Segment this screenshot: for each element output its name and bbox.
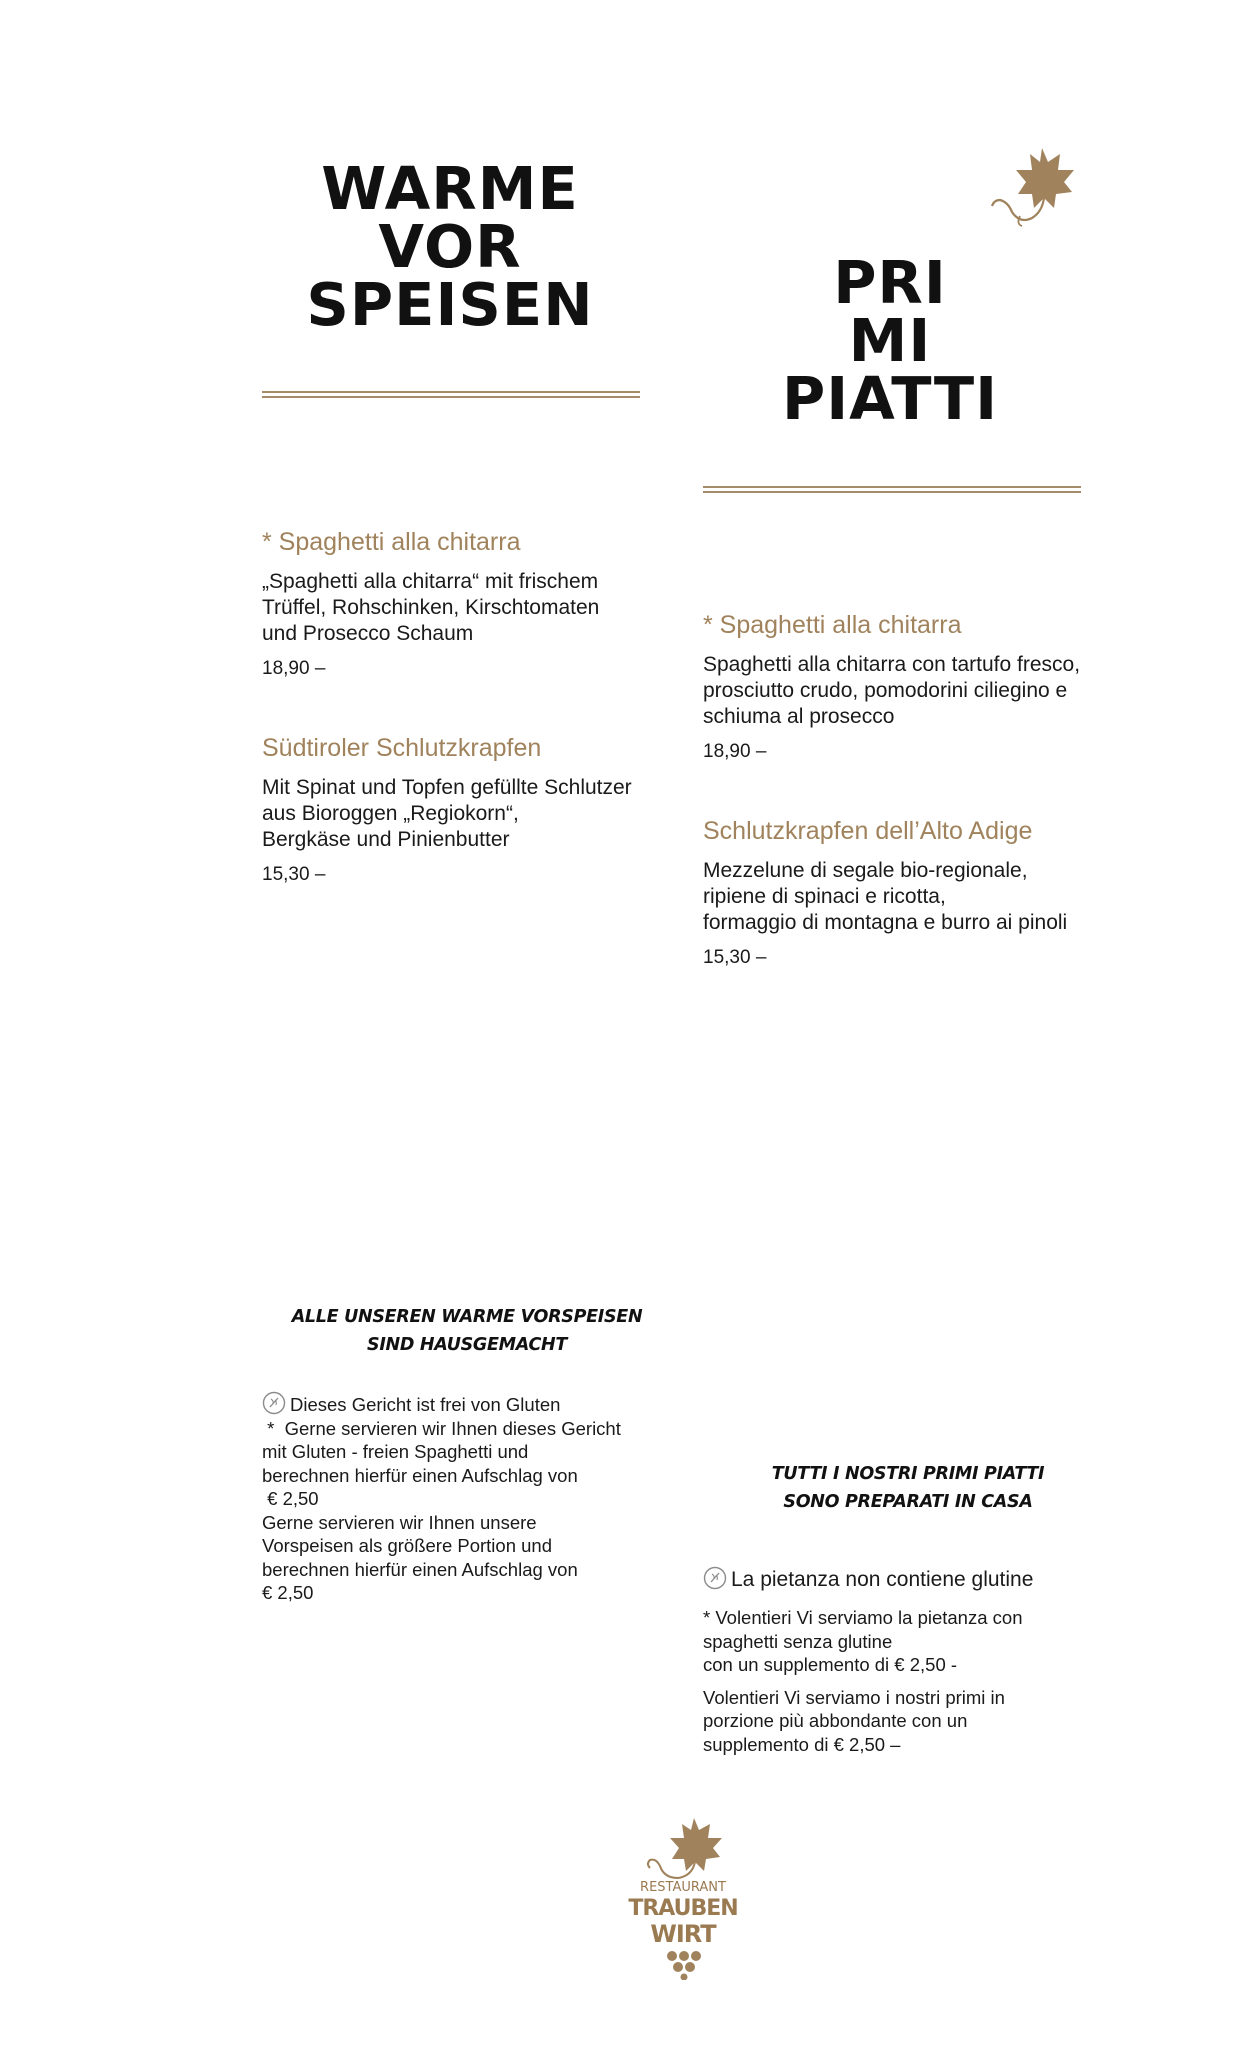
italian-homemade-notice bbox=[703, 1460, 1113, 1516]
note-line: supplemento di € 2,50 – bbox=[703, 1733, 901, 1755]
gluten-free-icon bbox=[262, 1391, 286, 1415]
notice-line: ALLE UNSEREN WARME VORSPEISEN bbox=[291, 1307, 643, 1327]
description-line: prosciutto crudo, pomodorini ciliegino e bbox=[703, 679, 1068, 702]
note-line: * Gerne servieren wir Ihnen dieses Gericht bbox=[262, 1417, 621, 1439]
notice-line: SONO PREPARATI IN CASA bbox=[783, 1492, 1033, 1512]
vine-leaf-icon bbox=[990, 140, 1086, 230]
title-line: VOR bbox=[378, 212, 522, 281]
dish-title: * Spaghetti alla chitarra bbox=[262, 528, 521, 556]
description-line: aus Bioroggen „Regiokorn“, bbox=[262, 802, 519, 825]
notice-line: TUTTI I NOSTRI PRIMI PIATTI bbox=[771, 1464, 1045, 1484]
dish-description bbox=[703, 858, 1143, 936]
note-line: Gerne servieren wir Ihnen unsere bbox=[262, 1511, 537, 1533]
note-line: mit Gluten - freien Spaghetti und bbox=[262, 1441, 529, 1462]
title-line: MI bbox=[848, 306, 932, 375]
dish-title: * Spaghetti alla chitarra bbox=[703, 611, 962, 639]
title-line: PRI bbox=[833, 248, 947, 317]
gluten-free-legend bbox=[703, 1566, 1143, 1594]
gluten-free-text: Dieses Gericht ist frei von Gluten bbox=[290, 1394, 561, 1415]
note-line: berechnen hierfür einen Aufschlag von bbox=[262, 1558, 578, 1580]
description-line: Spaghetti alla chitarra con tartufo fresco, bbox=[703, 653, 1081, 676]
german-notes bbox=[262, 1391, 682, 1605]
german-dish-2 bbox=[262, 733, 682, 887]
description-line: ripiene di spinaci e ricotta, bbox=[703, 885, 946, 908]
restaurant-logo bbox=[618, 1814, 748, 1984]
dish-price: 18,90 – bbox=[703, 741, 767, 762]
description-line: formaggio di montagna e burro ai pinoli bbox=[703, 911, 1068, 934]
vine-leaf-icon bbox=[644, 1814, 730, 1884]
description-line: Bergkäse und Pinienbutter bbox=[262, 828, 510, 851]
title-line: SPEISEN bbox=[306, 270, 594, 339]
italian-dish-1 bbox=[703, 610, 1143, 764]
dish-description bbox=[703, 652, 1143, 730]
german-homemade-notice bbox=[262, 1303, 672, 1359]
italian-title-divider bbox=[703, 486, 1081, 493]
italian-dish-2 bbox=[703, 816, 1143, 970]
logo-trauben-label: TRAUBEN bbox=[628, 1896, 738, 1921]
note-line: con un supplemento di € 2,50 - bbox=[703, 1654, 958, 1675]
dish-price: 18,90 – bbox=[262, 658, 326, 679]
grape-cluster-icon bbox=[664, 1950, 704, 1980]
note-line: * Volentieri Vi serviamo la pietanza con bbox=[703, 1607, 1023, 1628]
logo-wirt-label: WIRT bbox=[650, 1920, 716, 1948]
note-line: spaghetti senza glutine bbox=[703, 1630, 893, 1652]
italian-notes bbox=[703, 1566, 1143, 1756]
note-line: € 2,50 bbox=[262, 1488, 319, 1509]
description-line: schiuma al prosecco bbox=[703, 705, 895, 728]
note-block bbox=[703, 1606, 1143, 1677]
note-line: Vorspeisen als größere Portion und bbox=[262, 1535, 553, 1556]
dish-price: 15,30 – bbox=[703, 947, 767, 968]
description-line: und Prosecco Schaum bbox=[262, 622, 474, 645]
gluten-free-legend bbox=[262, 1391, 682, 1417]
description-line: Mit Spinat und Topfen gefüllte Schlutzer bbox=[262, 776, 632, 799]
german-dish-1 bbox=[262, 527, 682, 681]
note-line: porzione più abbondante con un bbox=[703, 1710, 968, 1731]
gluten-free-text: La pietanza non contiene glutine bbox=[731, 1568, 1034, 1591]
note-line: € 2,50 bbox=[262, 1582, 314, 1603]
dish-title: Schlutzkrapfen dell’Alto Adige bbox=[703, 817, 1033, 845]
german-section-title bbox=[300, 154, 600, 339]
note-block bbox=[703, 1686, 1143, 1757]
description-line: Mezzelune di segale bio-regionale, bbox=[703, 859, 1028, 882]
dish-description bbox=[262, 775, 682, 853]
description-line: Trüffel, Rohschinken, Kirschtomaten bbox=[262, 596, 600, 619]
logo-restaurant-label: RESTAURANT bbox=[640, 1880, 726, 1895]
dish-description bbox=[262, 569, 682, 647]
note-line: Volentieri Vi serviamo i nostri primi in bbox=[703, 1686, 1005, 1708]
description-line: „Spaghetti alla chitarra“ mit frischem bbox=[262, 570, 599, 593]
note-line: berechnen hierfür einen Aufschlag von bbox=[262, 1464, 578, 1486]
dish-price: 15,30 – bbox=[262, 864, 326, 885]
gluten-free-icon bbox=[703, 1566, 727, 1590]
title-line: WARME bbox=[321, 154, 579, 223]
italian-section-title bbox=[740, 248, 1040, 433]
dish-title: Südtiroler Schlutzkrapfen bbox=[262, 734, 542, 762]
notice-line: SIND HAUSGEMACHT bbox=[367, 1335, 567, 1355]
title-line: PIATTI bbox=[781, 364, 999, 433]
german-title-divider bbox=[262, 391, 640, 398]
